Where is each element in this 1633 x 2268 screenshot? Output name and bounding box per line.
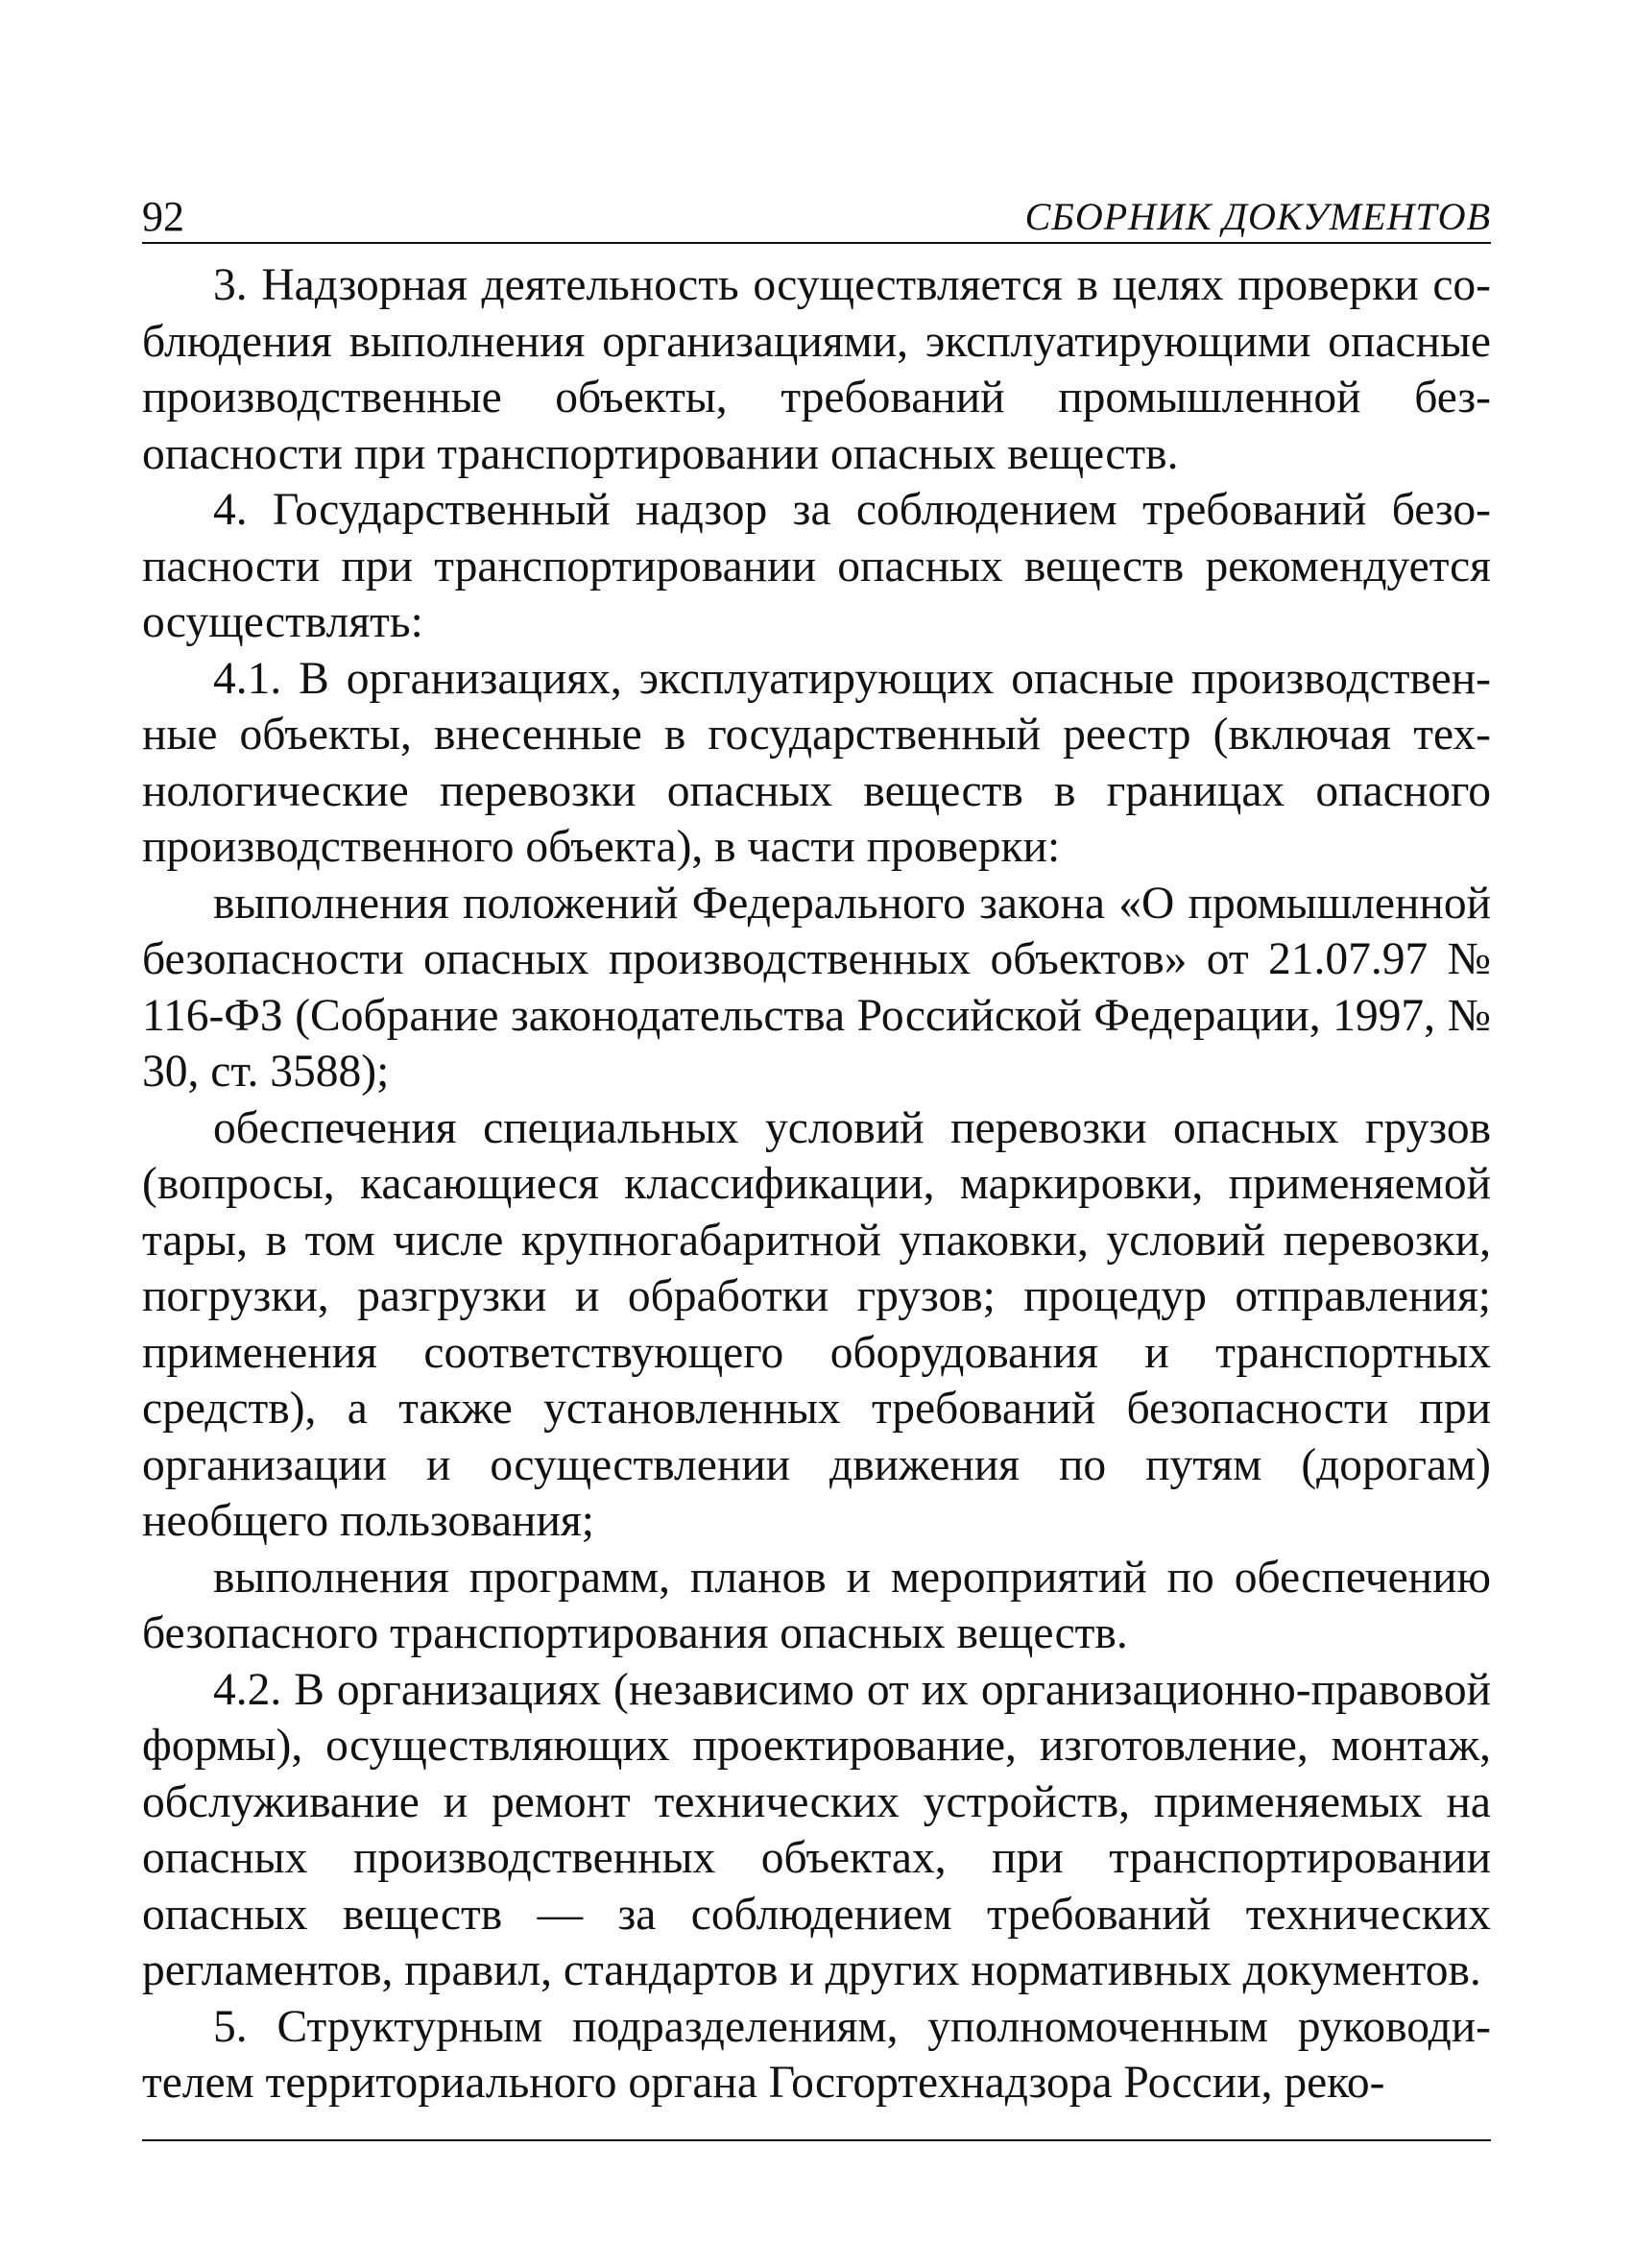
running-header xyxy=(142,182,1491,244)
paragraph-4-1-law: выполнения положений Федерального закона «О промышленной безопасности опасных производственных объектов» от 21.07.97 № 116-ФЗ (Собрание законодательства Российской Федерации, 1997, № 30, ст. 3588); xyxy=(142,878,1491,1097)
paragraph-4-2: 4.2. В организациях (независимо от их организационно-правовой формы), осуществляющих проектирование, изготовление, монтаж, обслуживание и ремонт технических устройств, применяемых на опасных производственных объектах, при транспортировании опасных веществ — за соблюдением требований технических регламентов, правил, стандартов и других нормативных документов. xyxy=(142,1664,1491,1995)
paragraph-5: 5. Структурным подразделениям, уполномоченным руководителем территориального органа Госгортехнадзора России, реко- xyxy=(142,2001,1491,2108)
paragraph-4-1-conditions: обеспечения специальных условий перевозки опасных грузов (вопросы, касающиеся классификации, маркировки, применяемой тары, в том числе крупногабаритной упаковки, условий перевозки, погрузки, разгрузки и обработки грузов; процедур отправления; применения соответствующего оборудования и транспортных средств), а также установленных требований безопасности при организации и осуществлении движения по путям (дорогам) необщего пользования; xyxy=(142,1102,1491,1546)
page-number: 92 xyxy=(142,193,184,240)
running-header-title: СБОРНИК ДОКУМЕНТОВ xyxy=(1024,195,1491,238)
paragraph-4: 4. Государственный надзор за соблюдением требований безопасности при транспортировании опасных веществ рекомендуется осуществлять: xyxy=(142,485,1491,647)
body-text xyxy=(142,257,1491,2111)
document-page xyxy=(142,182,1491,2111)
paragraph-4-1: 4.1. В организациях, эксплуатирующих опасные производственные объекты, внесенные в государственный реестр (включая технологические перевозки опасных веществ в границах опасного производственного объекта), в части проверки: xyxy=(142,653,1491,872)
footer-rule xyxy=(142,2139,1491,2141)
paragraph-3: 3. Надзорная деятельность осуществляется в целях проверки соблюдения выполнения организациями, эксплуатирующими опасные производственные объекты, требований промышленной безопасности при транспортировании опасных веществ. xyxy=(142,260,1491,479)
paragraph-4-1-programs: выполнения программ, планов и мероприятий по обеспечению безопасного транспортирования опасных веществ. xyxy=(142,1552,1491,1658)
